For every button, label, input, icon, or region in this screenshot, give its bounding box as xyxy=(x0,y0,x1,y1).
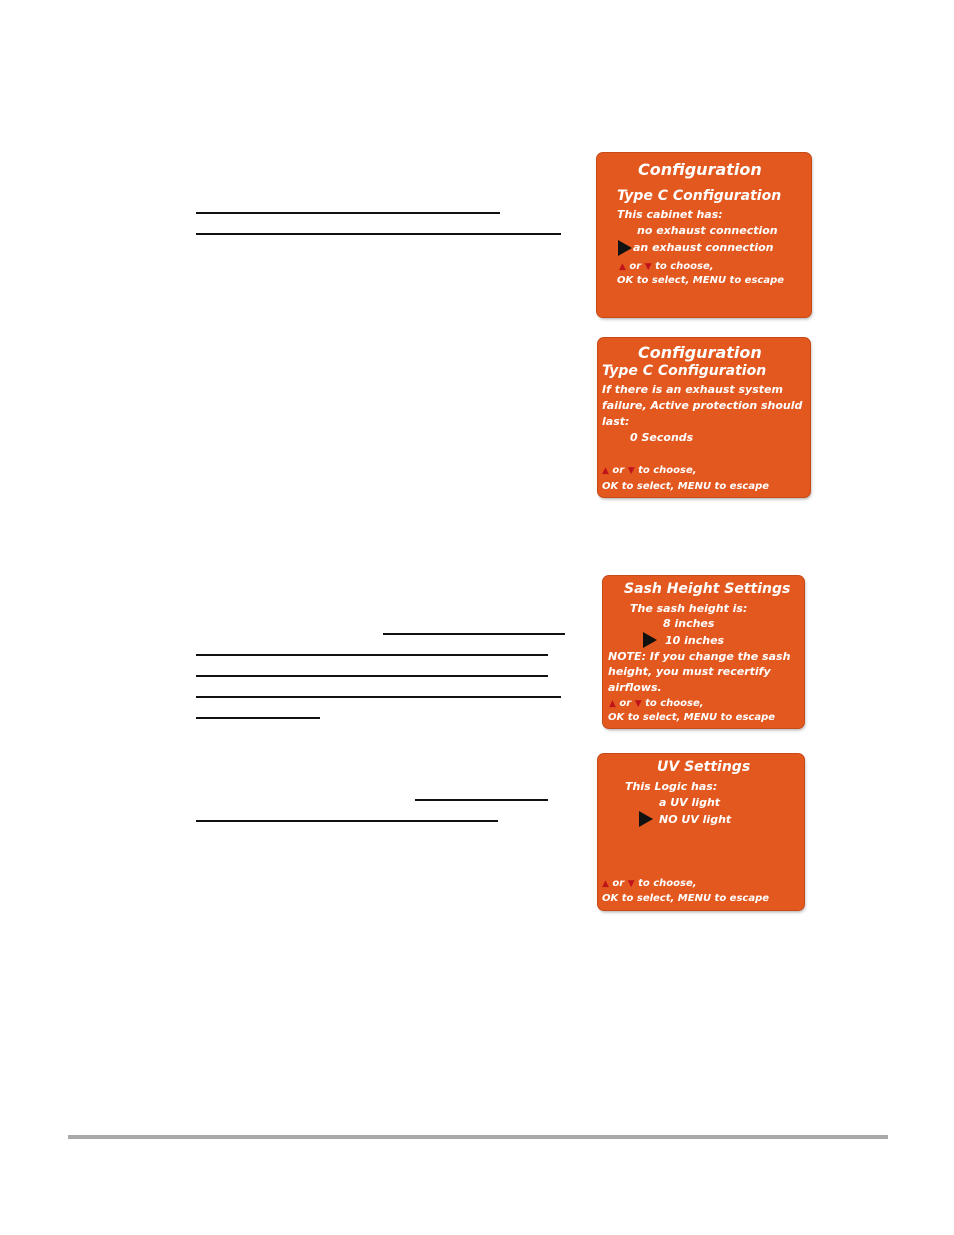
screen-prompt: The sash height is: xyxy=(630,602,748,615)
message-line-1: If there is an exhaust system xyxy=(602,383,783,396)
config-screen-protection-duration xyxy=(598,338,810,497)
up-arrow-icon: ▲ xyxy=(602,879,609,889)
down-arrow-icon: ▼ xyxy=(627,879,635,889)
duration-value: 0 Seconds xyxy=(630,431,694,444)
text-underline xyxy=(196,820,498,822)
option-uv-light: a UV light xyxy=(659,796,721,809)
screen-title: Sash Height Settings xyxy=(624,581,791,597)
option-8-inches: 8 inches xyxy=(663,617,715,630)
nav-hint: ▲ or ▼ to choose, xyxy=(602,465,697,476)
screen-subtitle: Type C Configuration xyxy=(617,188,782,204)
text-underline xyxy=(196,233,561,235)
text-underline xyxy=(196,675,548,677)
up-arrow-icon: ▲ xyxy=(619,262,626,272)
down-arrow-icon: ▼ xyxy=(644,262,652,272)
text-underline xyxy=(196,696,561,698)
nav-hint: ▲ or ▼ to choose, xyxy=(602,878,697,889)
play-triangle-icon xyxy=(643,632,657,648)
screen-title: Configuration xyxy=(638,343,762,362)
play-triangle-icon xyxy=(639,811,653,827)
option-no-uv-light: NO UV light xyxy=(659,813,732,826)
screen-title: UV Settings xyxy=(657,759,751,775)
nav-hint: ▲ or ▼ to choose, xyxy=(619,261,714,272)
config-screen-exhaust-connection xyxy=(597,153,811,317)
text-underline xyxy=(383,633,565,635)
nav-hint: ▲ or ▼ to choose, xyxy=(609,698,704,709)
option-no-exhaust: no exhaust connection xyxy=(637,224,778,237)
down-arrow-icon: ▼ xyxy=(634,699,642,709)
note-line-3: airflows. xyxy=(608,681,662,694)
text-underline xyxy=(196,654,548,656)
text-underline xyxy=(415,799,548,801)
up-arrow-icon: ▲ xyxy=(602,466,609,476)
screen-prompt: This cabinet has: xyxy=(617,208,723,221)
help-text: OK to select, MENU to escape xyxy=(602,893,770,904)
up-arrow-icon: ▲ xyxy=(609,699,616,709)
note-line-1: NOTE: If you change the sash xyxy=(608,650,791,663)
sash-height-screen xyxy=(603,576,804,728)
text-underline xyxy=(196,212,500,214)
down-arrow-icon: ▼ xyxy=(627,466,635,476)
play-triangle-icon xyxy=(618,240,632,256)
help-text: OK to select, MENU to escape xyxy=(608,712,776,723)
text-underline xyxy=(196,717,320,719)
note-line-2: height, you must recertify xyxy=(608,665,771,678)
message-line-2: failure, Active protection should xyxy=(602,399,803,412)
screen-title: Configuration xyxy=(638,160,762,179)
uv-settings-screen xyxy=(598,754,804,910)
screen-prompt: This Logic has: xyxy=(625,780,718,793)
screen-subtitle: Type C Configuration xyxy=(602,363,767,379)
help-text: OK to select, MENU to escape xyxy=(617,275,785,286)
option-exhaust: an exhaust connection xyxy=(633,241,774,254)
option-10-inches: 10 inches xyxy=(665,634,725,647)
message-line-3: last: xyxy=(602,415,630,428)
footer-divider xyxy=(68,1135,888,1139)
help-text: OK to select, MENU to escape xyxy=(602,481,770,492)
